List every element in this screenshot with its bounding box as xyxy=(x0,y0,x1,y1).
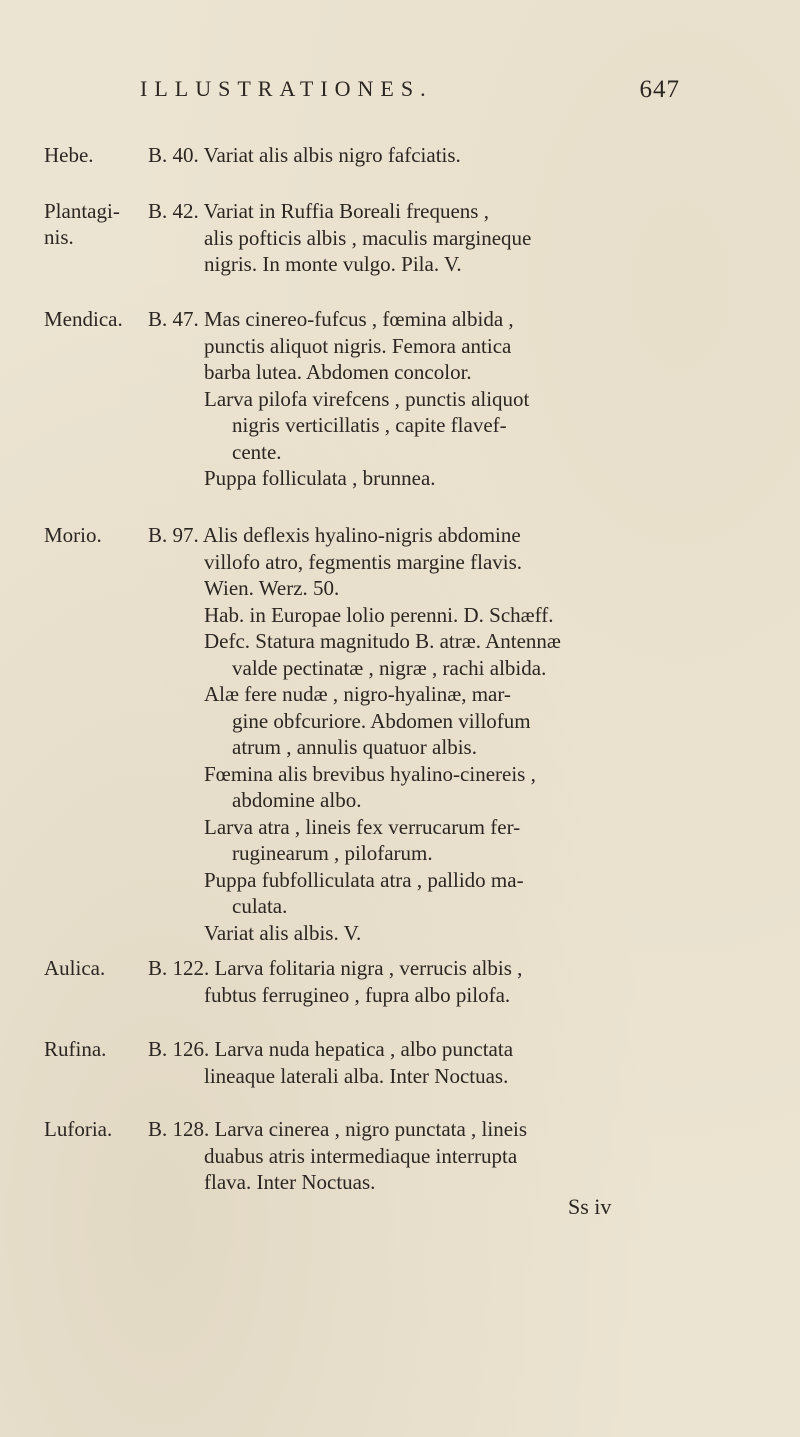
entry-body xyxy=(148,955,774,1008)
entry-line: Fœmina alis brevibus hyalino-cinereis , xyxy=(204,761,536,786)
entry-line: B. 126. Larva nuda hepatica , albo punctata xyxy=(148,1037,514,1061)
entry-line: B. 42. Variat in Ruffia Boreali frequens , xyxy=(148,199,489,223)
entry-line: Wien. Werz. 50. xyxy=(204,576,340,600)
entry-plantaginis xyxy=(44,198,774,278)
entry-luforia xyxy=(44,1116,774,1196)
entry-hebe xyxy=(44,142,774,169)
entry-body xyxy=(148,1116,774,1196)
entry-label xyxy=(44,198,134,250)
page-number: 647 xyxy=(639,76,680,103)
entry-line: villofo atro, fegmentis margine flavis. xyxy=(204,549,523,574)
entry-line: alis pofticis albis , maculis margineque xyxy=(204,225,532,250)
entry-line: Variat alis albis. V. xyxy=(204,920,362,945)
entry-rufina xyxy=(44,1036,774,1089)
entry-line: culata. xyxy=(232,894,288,918)
entry-label xyxy=(44,1116,134,1142)
entry-line: atrum , annulis quatuor albis. xyxy=(232,735,477,759)
entry-line: flava. Inter Noctuas. xyxy=(204,1170,376,1194)
entry-label xyxy=(44,142,134,168)
entry-line: Hab. in Europae lolio perenni. D. Schæff. xyxy=(204,602,554,627)
entry-mendica xyxy=(44,306,774,492)
entry-line: Larva pilofa virefcens , punctis aliquot xyxy=(204,386,530,411)
entry-body xyxy=(148,198,774,278)
entry-label-line: Rufina. xyxy=(44,1037,107,1061)
running-head-title: ILLUSTRATIONES. xyxy=(140,76,433,101)
entry-morio xyxy=(44,522,774,946)
entry-line: Puppa fubfolliculata atra , pallido ma- xyxy=(204,867,524,892)
entry-aulica xyxy=(44,955,774,1008)
entry-label-line: Luforia. xyxy=(44,1117,113,1141)
entry-line: valde pectinatæ , nigræ , rachi albida. xyxy=(232,655,547,680)
entry-line: Defc. Statura magnitudo B. atræ. Antennæ xyxy=(204,629,561,653)
entry-line: abdomine albo. xyxy=(232,788,362,812)
signature-mark: Ss iv xyxy=(568,1194,612,1219)
entry-line: lineaque laterali alba. Inter Noctuas. xyxy=(204,1063,509,1088)
entry-line: barba lutea. Abdomen concolor. xyxy=(204,360,472,384)
entry-line: duabus atris intermediaque interrupta xyxy=(204,1143,518,1168)
entry-line: B. 97. Alis deflexis hyalino-nigris abdomine xyxy=(148,523,521,547)
entry-label xyxy=(44,522,134,548)
entry-line: B. 128. Larva cinerea , nigro punctata , lineis xyxy=(148,1117,528,1141)
entry-label-line: Hebe. xyxy=(44,143,94,167)
running-head xyxy=(140,76,680,102)
entry-body xyxy=(148,306,774,492)
entry-line: fubtus ferrugineo , fupra albo pilofa. xyxy=(204,982,511,1007)
entry-line: B. 122. Larva folitaria nigra , verrucis albis , xyxy=(148,956,523,980)
entry-label-line: Aulica. xyxy=(44,956,106,980)
entry-line: nigris. In monte vulgo. Pila. V. xyxy=(204,252,462,276)
entry-line: Puppa folliculata , brunnea. xyxy=(204,466,436,490)
entry-label xyxy=(44,1036,134,1062)
entry-body xyxy=(148,1036,774,1089)
entry-line: B. 47. Mas cinereo-fufcus , fœmina albida , xyxy=(148,307,514,331)
entry-line: Alæ fere nudæ , nigro-hyalinæ, mar- xyxy=(204,682,511,706)
entry-line: B. 40. Variat alis albis nigro fafciatis. xyxy=(148,143,461,167)
entry-label-line: Morio. xyxy=(44,523,102,547)
entry-line: cente. xyxy=(232,439,282,464)
entry-body xyxy=(148,522,774,946)
entry-line: gine obfcuriore. Abdomen villofum xyxy=(232,708,531,733)
entry-line: ruginearum , pilofarum. xyxy=(232,841,433,865)
entry-line: Larva atra , lineis fex verrucarum fer- xyxy=(204,814,521,839)
entry-label xyxy=(44,306,134,332)
entry-label xyxy=(44,955,134,981)
entry-line: punctis aliquot nigris. Femora antica xyxy=(204,333,512,358)
entry-body xyxy=(148,142,774,169)
entry-label-line: nis. xyxy=(44,225,74,249)
entry-label-line: Plantagi- xyxy=(44,199,120,223)
entry-label-line: Mendica. xyxy=(44,307,123,331)
entry-line: nigris verticillatis , capite flavef- xyxy=(232,413,507,437)
